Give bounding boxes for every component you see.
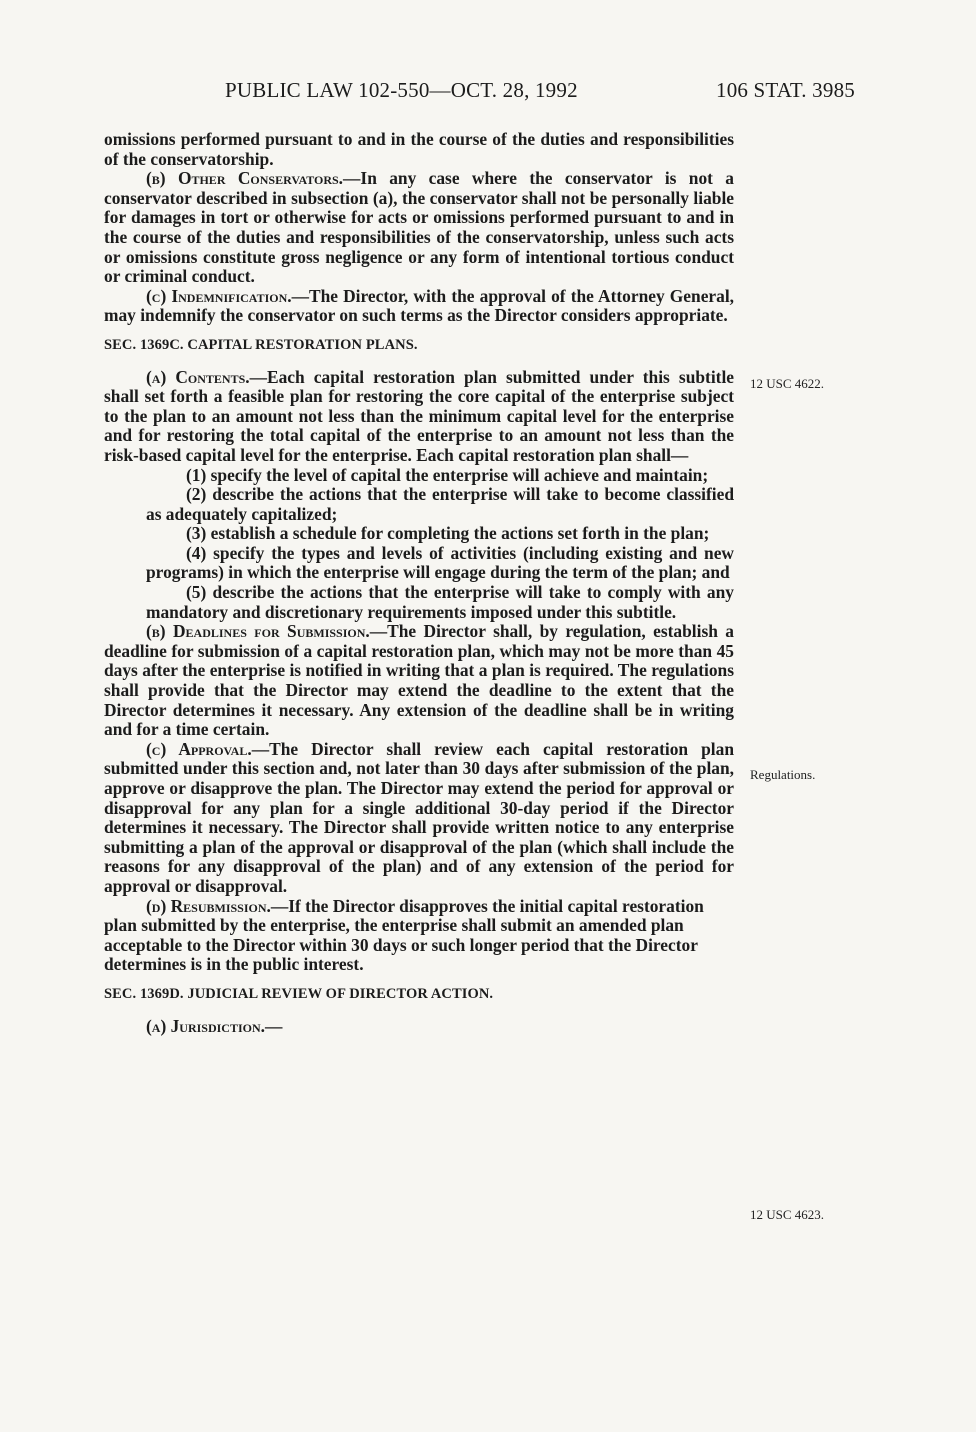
section-heading-1369c: SEC. 1369C. CAPITAL RESTORATION PLANS. — [104, 336, 418, 353]
subsection-c-approval — [104, 740, 734, 897]
subsection-b-deadlines — [104, 622, 734, 740]
subsection-text: —The Director, with the approval of the Attorney General, may indemnify the conservator on such terms as the Director considers appropriate. — [104, 285, 735, 326]
subsection-heading: (d) Resubmission. — [146, 895, 271, 916]
margin-note-regulations: Regulations. — [750, 767, 816, 782]
subsection-text: —The Director shall review each capital restoration plan submitted under this section and, not later than 30 days after submission of the plan, approve or disapprove the plan. The Director may extend the period for approval or disapproval for any plan for a single additional 30-day period if the Director determines it necessary. The Director shall provide written notice to any enterprise submitting a plan of the approval or disapproval of the plan (which shall include the reasons for any disapproval of the plan) and of any extension of the period for approval or disapproval. — [104, 738, 734, 896]
subsection-heading: (b) Other Conservators. — [146, 168, 344, 189]
continuation-paragraph: omissions performed pursuant to and in the course of the duties and responsibilities of the conservatorship. — [104, 129, 734, 169]
subsection-heading: (a) Jurisdiction. — [146, 1015, 265, 1036]
margin-note-usc-4623: 12 USC 4623. — [750, 1207, 825, 1222]
law-title: PUBLIC LAW 102-550—OCT. 28, 1992 — [225, 78, 578, 102]
page-header — [0, 76, 976, 106]
subsection-text: — — [265, 1015, 283, 1036]
document-body — [104, 130, 734, 1036]
subsection-heading: (b) Deadlines for Submission. — [146, 621, 370, 642]
margin-note-usc-4622: 12 USC 4622. — [750, 376, 825, 391]
subsection-b-other-conservators — [104, 169, 734, 287]
subsection-a-jurisdiction — [104, 1017, 734, 1037]
subsection-c-indemnification — [104, 287, 734, 326]
list-item: (1) specify the level of capital the enterprise will achieve and maintain; — [186, 464, 709, 485]
section-heading-1369d: SEC. 1369D. JUDICIAL REVIEW OF DIRECTOR ACTION. — [104, 985, 494, 1002]
subsection-heading: (c) Indemnification. — [146, 285, 292, 306]
subsection-heading: (c) Approval. — [146, 738, 252, 759]
list-item: (4) specify the types and levels of activities (including existing and new programs) in which the enterprise will engage during the term of the plan; and — [146, 542, 734, 583]
subsection-text: —In any case where the conservator is not a conservator described in subsection (a), the conservator shall not be personally liable for damages in tort or otherwise for acts or omissions performed pursuant to and in the course of the duties and responsibilities of the conservatorship, unless such acts or omissions constitute gross negligence or any form of intentional tortious conduct or criminal conduct. — [104, 168, 734, 287]
list-item: (5) describe the actions that the enterprise will take to comply with any mandatory and discretionary requirements imposed under this subtitle. — [146, 582, 734, 622]
subsection-heading: (a) Contents. — [146, 366, 250, 387]
subsection-text: —Each capital restoration plan submitted under this subtitle shall set forth a feasible plan for restoring the core capital of the enterprise subject to the plan to an amount not less than the minimum capital level for the enterprise and for restoring the total capital of the enterprise to an amount not less than the risk-based capital level for the enterprise. Each capital restoration plan shall— — [104, 366, 735, 465]
stat-page-number: 106 STAT. 3985 — [716, 78, 855, 102]
subsection-text: —If the Director disapproves the initial capital restoration plan submitted by the enterprise, the enterprise shall submit an amended plan acceptable to the Director within 30 days or such longer period that the Director determines is in the public interest. — [104, 895, 704, 975]
subsection-a-contents — [104, 368, 734, 466]
list-item: (2) describe the actions that the enterprise will take to become classified as adequately capitalized; — [146, 484, 734, 524]
list-item: (3) establish a schedule for completing the actions set forth in the plan; — [186, 523, 710, 544]
subsection-d-resubmission — [104, 897, 734, 975]
subsection-text: —The Director shall, by regulation, establish a deadline for submission of a capital restoration plan, which may not be more than 45 days after the enterprise is notified in writing that a plan is required. The regulations shall provide that the Director may extend the deadline to the extent that the Director determines it necessary. Any extension of the deadline shall be in writing and for a time certain. — [104, 621, 734, 740]
